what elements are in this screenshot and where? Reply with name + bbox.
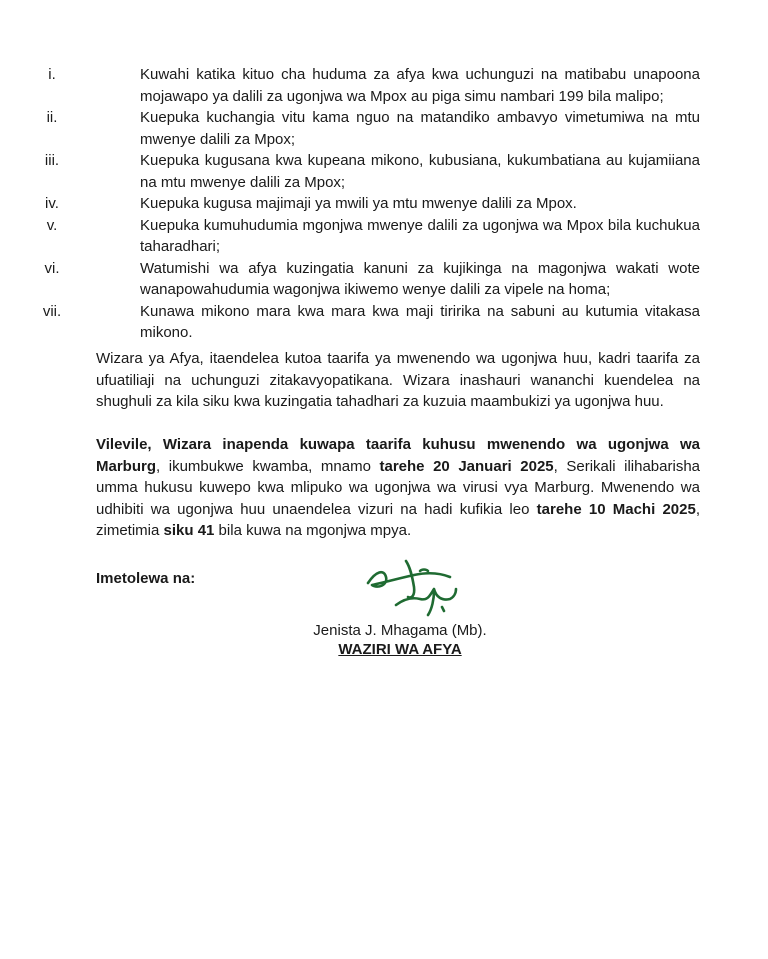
list-item-text: Kunawa mikono mara kwa mara kwa maji tiririka na sabuni au kutumia vitakasa mikono. [140,302,700,341]
list-item-text: Kuepuka kumuhudumia mgonjwa mwenye dalili za ugonjwa wa Mpox bila kuchukua taharadhari; [140,216,700,255]
precautions-list [42,64,700,344]
list-item [45,193,700,215]
list-item-text: Kuepuka kugusana kwa kupeana mikono, kubusiana, kukumbatiana au kujamiiana na mtu mwenye dalili za Mpox; [140,152,700,191]
list-item-number: ii. [46,109,58,126]
list-item-number: iv. [45,195,59,212]
signatory-block [250,621,550,659]
list-item-number: i. [48,66,56,83]
marburg-text-4: bila kuwa na mgonjwa mpya. [214,522,412,539]
list-item [44,258,700,301]
marburg-text-2: , Serikali ilihabarisha umma hukusu kuwepo kwa mlipuko wa ugonjwa wa virusi vya Marburg. Mwenendo wa udhibiti wa ugonjwa huu unaendelea vizuri na hadi kufikia leo [96,457,700,518]
list-item [44,150,700,193]
signatory-name: Jenista J. Mhagama (Mb). [313,622,487,639]
marburg-text-3: , zimetimia [96,500,701,539]
list-item-number: v. [46,216,58,234]
list-item-text: Kuepuka kugusa majimaji ya mwili ya mtu mwenye dalili za Mpox. [140,195,577,212]
list-item-text: Kuwahi katika kituo cha huduma za afya kwa uchunguzi na matibabu unapoona mojawapo ya dalili za ugonjwa wa Mpox au piga simu nambari 199 bila malipo; [140,66,700,105]
list-item [42,301,700,344]
handwritten-signature [362,553,472,619]
paragraph-marburg-update [96,434,700,542]
marburg-date-2: tarehe 10 Machi 2025 [536,500,696,518]
list-item-number: vii. [42,302,62,320]
marburg-text-1: , ikumbukwe kwamba, mnamo [156,457,380,475]
issued-by-label: Imetolewa na: [96,570,196,587]
list-item-number: vi. [44,259,60,277]
list-item [48,64,700,107]
marburg-date-1: tarehe 20 Januari 2025 [379,457,554,475]
signatory-title: WAZIRI WA AFYA [338,641,462,658]
paragraph-ministry-updates: Wizara ya Afya, itaendelea kutoa taarifa ya mwenendo wa ugonjwa huu, kadri taarifa za ufuatiliaji na uchunguzi zitakavyopatikana. Wizara inashauri wananchi kuendelea na shughuli za kila siku kwa kuzingatia tahadhari za kuzuia maambukizi ya ugonjwa huu. [96,350,700,410]
list-item [46,107,700,150]
list-item [46,215,700,258]
list-item-number: iii. [44,152,60,169]
marburg-days: siku 41 [163,522,215,539]
list-item-text: Watumishi wa afya kuzingatia kanuni za kujikinga na magonjwa wakati wote wanapowahudumia wagonjwa ikiwemo wenye dalili za vipele na homa; [140,259,700,298]
list-item-text: Kuepuka kuchangia vitu kama nguo na matandiko ambavyo vimetumiwa na mtu mwenye dalili za Mpox; [140,109,700,148]
marburg-intro: Vilevile, Wizara inapenda kuwapa taarifa kuhusu mwenendo wa ugonjwa wa Marburg [96,436,700,475]
